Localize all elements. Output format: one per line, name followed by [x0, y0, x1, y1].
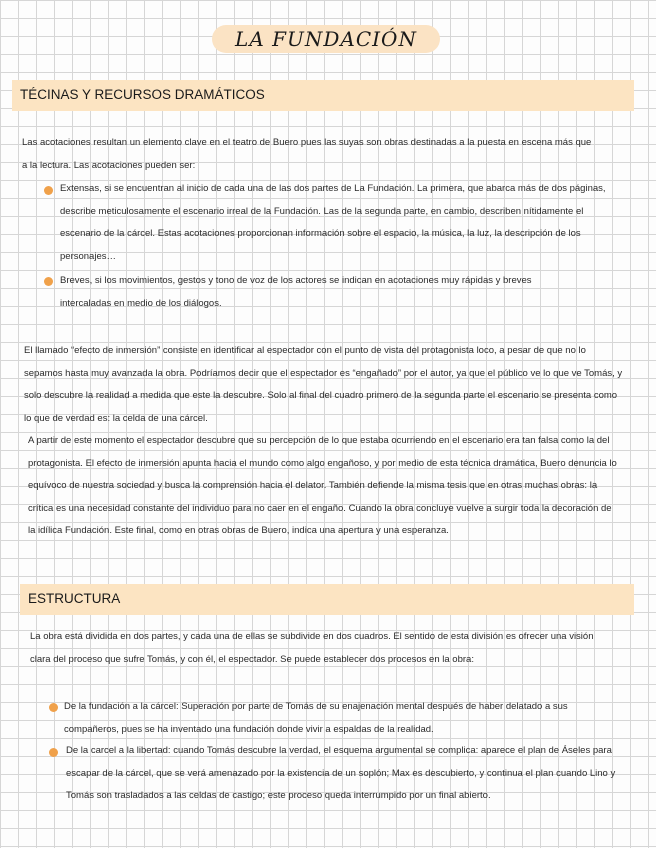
paragraph-efecto-inmersion: El llamado “efecto de inmersión” consiste en identificar al espectador con el punto de vista del protagonista loco, a pesar de que no lo sepamos hasta muy avanzada la obra. Podríamos decir que el espectador es “engañado” por el autor, ya que el público ve lo que ve Tomás, y solo descubre la realidad a medida que este la descubre. Solo al final del cuadro primero de la segunda parte el escenario se presenta como lo que de verdad es: la celda de una cárcel.	[24, 345, 623, 424]
page-title: LA FUNDACIÓN	[212, 25, 440, 53]
section-heading-estructura: ESTRUCTURA	[20, 584, 634, 615]
paragraph-acotaciones-intro: Las acotaciones resultan un elemento clave en el teatro de Buero pues las suyas son obras destinadas a la puesta en escena más que a la lectura. Las acotaciones pueden ser:	[22, 137, 592, 171]
list-item-carcel-libertad: De la carcel a la libertad: cuando Tomás descubre la verdad, el esquema argumental se complica: aparece el plan de Áseles para escapar de la cárcel, que se verá amenazado por la existencia de un soplón; Max es descubierto, y continua el plan cuando Lino y Tomás son trasladados a las celdas de castigo; este proceso queda interrumpido por un final abierto.	[66, 745, 616, 801]
bullet-dot-icon	[49, 748, 58, 757]
paragraph-estructura-intro: La obra está dividida en dos partes, y cada una de ellas se subdivide en dos cuadros. El sentido de esta división es ofrecer una visión clara del proceso que sufre Tomás, y con él, el espectador. Se puede establecer dos procesos en la obra:	[30, 631, 594, 665]
list-item-fundacion-carcel: De la fundación a la cárcel: Superación por parte de Tomás de su enajenación mental después de haber delatado a sus compañeros, pues se ha inventado una fundación donde vivir a espaldas de la realidad.	[64, 701, 568, 735]
list-item-extensas: Extensas, si se encuentran al inicio de cada una de las dos partes de La Fundación. La primera, que abarca más de dos páginas, describe meticulosamente el escenario irreal de la Fundación. Las de la segunda parte, en cambio, describen nítidamente el escenario de la cárcel. Estas acotaciones proporcionan información sobre el espacio, la música, la luz, la descripción de los personajes…	[60, 183, 606, 262]
bullet-dot-icon	[44, 186, 53, 195]
list-item-breves: Breves, si los movimientos, gestos y tono de voz de los actores se indican en acotaciones muy rápidas y breves intercaladas en medio de los diálogos.	[60, 275, 532, 309]
bullet-dot-icon	[44, 277, 53, 286]
paragraph-percepcion: A partir de este momento el espectador descubre que su percepción de lo que estaba ocurriendo en el escenario era tan falsa como la del protagonista. El efecto de inmersión apunta hacia el mundo como algo engañoso, y por medio de esta técnica dramática, Buero denuncia lo equívoco de nuestra sociedad y busca la comprensión hacia el delator. También defiende la misma tesis que en otras muchas obras: la crítica es una necesidad constante del individuo para no caer en el engaño. Cuando la obra concluye vuelve a surgir toda la decoración de la idílica Fundación. Este final, como en otras obras de Buero, indica una apertura y una esperanza.	[28, 435, 617, 536]
bullet-dot-icon	[49, 703, 58, 712]
section-heading-tecnicas: TÉCINAS Y RECURSOS DRAMÁTICOS	[12, 80, 634, 111]
